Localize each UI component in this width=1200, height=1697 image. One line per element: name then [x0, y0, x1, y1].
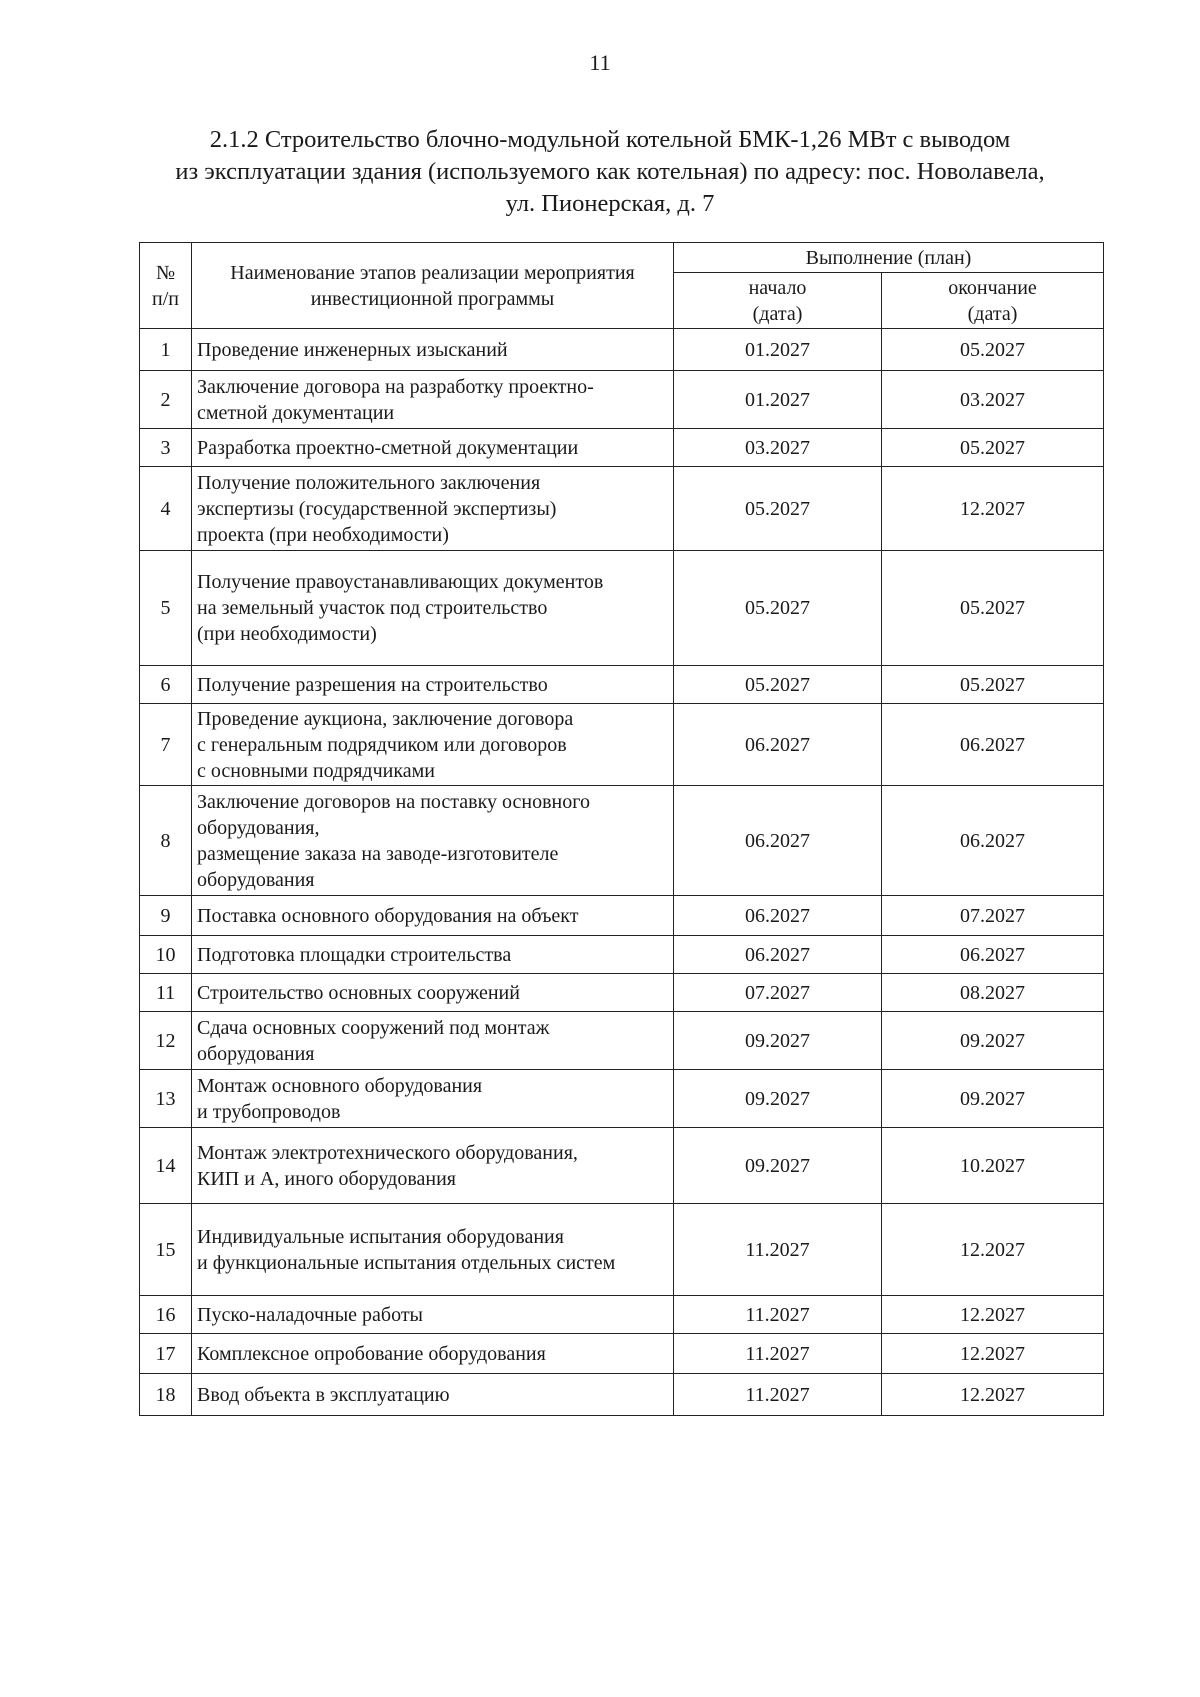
stage-name-line: с основными подрядчиками: [197, 759, 435, 782]
header-name-line: Наименование этапов реализации мероприятия: [230, 261, 635, 284]
stage-name-line: размещение заказа на заводе-изготовителе: [197, 842, 559, 865]
row-number: 3: [140, 429, 192, 467]
stage-name-line: и трубопроводов: [197, 1100, 341, 1123]
header-start-line: (дата): [752, 302, 803, 325]
stage-name-line: Заключение договора на разработку проектно-: [197, 375, 594, 398]
table-row: [140, 551, 1104, 666]
row-stage-name: [192, 704, 674, 786]
stage-name-line: Ввод объекта в эксплуатацию: [197, 1383, 450, 1406]
stage-name-line: Комплексное опробование оборудования: [197, 1342, 546, 1365]
row-stage-name: [192, 371, 674, 429]
table-row: [140, 467, 1104, 551]
stage-name-line: КИП и А, иного оборудования: [197, 1167, 456, 1190]
table-row: [140, 786, 1104, 896]
row-stage-name: [192, 936, 674, 974]
stage-name-line: на земельный участок под строительство: [197, 597, 548, 619]
table-row: [140, 329, 1104, 371]
row-number: 1: [140, 329, 192, 371]
row-end-date: 05.2027: [882, 666, 1104, 704]
row-stage-name: [192, 467, 674, 551]
header-end: [882, 273, 1104, 329]
row-start-date: 06.2027: [674, 896, 882, 936]
row-end-date: 09.2027: [882, 1012, 1104, 1070]
row-stage-name: [192, 974, 674, 1012]
header-name-line: инвестиционной программы: [310, 287, 555, 310]
row-end-date: 06.2027: [882, 936, 1104, 974]
stage-name-line: проекта (при необходимости): [197, 523, 449, 546]
stage-name-line: Получение положительного заключения: [197, 471, 541, 494]
row-number: 6: [140, 666, 192, 704]
row-start-date: 11.2027: [674, 1296, 882, 1334]
row-stage-name: [192, 1374, 674, 1416]
schedule-table: [139, 242, 1104, 1416]
row-stage-name: [192, 1070, 674, 1128]
row-start-date: 06.2027: [674, 936, 882, 974]
row-number: 15: [140, 1204, 192, 1296]
section-title-line: ул. Пионерская, д. 7: [505, 190, 715, 217]
table-body: [140, 329, 1104, 1416]
header-num: [140, 243, 192, 329]
stage-name-line: Разработка проектно-сметной документации: [197, 436, 579, 459]
header-num-line: №: [155, 261, 176, 284]
stage-name-line: Заключение договоров на поставку основного: [197, 790, 590, 813]
row-end-date: 12.2027: [882, 1204, 1104, 1296]
stage-name-line: сметной документации: [197, 401, 395, 424]
row-end-date: 07.2027: [882, 896, 1104, 936]
row-start-date: 11.2027: [674, 1374, 882, 1416]
stage-name-line: Получение разрешения на строительство: [197, 673, 548, 696]
stage-name-line: (при необходимости): [197, 623, 377, 645]
stage-name-line: оборудования: [197, 1042, 315, 1065]
row-number: 18: [140, 1374, 192, 1416]
row-stage-name: [192, 666, 674, 704]
table-row: [140, 1012, 1104, 1070]
stage-name-line: Проведение инженерных изысканий: [197, 338, 508, 361]
row-number: 2: [140, 371, 192, 429]
row-end-date: 05.2027: [882, 551, 1104, 666]
row-start-date: 05.2027: [674, 551, 882, 666]
table-row: [140, 429, 1104, 467]
row-start-date: 05.2027: [674, 467, 882, 551]
stage-name-line: Подготовка площадки строительства: [197, 943, 512, 966]
row-end-date: 08.2027: [882, 974, 1104, 1012]
row-stage-name: [192, 1334, 674, 1374]
stage-name-line: Строительство основных сооружений: [197, 981, 520, 1004]
row-start-date: 03.2027: [674, 429, 882, 467]
table-row: [140, 1334, 1104, 1374]
row-start-date: 01.2027: [674, 329, 882, 371]
row-stage-name: [192, 329, 674, 371]
row-number: 11: [140, 974, 192, 1012]
stage-name-line: экспертизы (государственной экспертизы): [197, 497, 557, 520]
section-title: [120, 124, 1100, 220]
row-stage-name: [192, 786, 674, 896]
table-row: [140, 1374, 1104, 1416]
row-number: 5: [140, 551, 192, 666]
row-number: 4: [140, 467, 192, 551]
row-end-date: 09.2027: [882, 1070, 1104, 1128]
stage-name-line: Индивидуальные испытания оборудования: [197, 1225, 564, 1248]
row-end-date: 03.2027: [882, 371, 1104, 429]
stage-name-line: Поставка основного оборудования на объект: [197, 904, 579, 927]
row-number: 17: [140, 1334, 192, 1374]
row-start-date: 06.2027: [674, 786, 882, 896]
row-number: 14: [140, 1128, 192, 1204]
row-stage-name: [192, 1296, 674, 1334]
row-stage-name: [192, 1128, 674, 1204]
table-row: [140, 704, 1104, 786]
table-header: [140, 243, 1104, 329]
row-end-date: 12.2027: [882, 1296, 1104, 1334]
stage-name-line: Монтаж основного оборудования: [197, 1074, 483, 1097]
stage-name-line: Сдача основных сооружений под монтаж: [197, 1016, 550, 1039]
stage-name-line: и функциональные испытания отдельных систем: [197, 1251, 616, 1274]
row-stage-name: [192, 1204, 674, 1296]
row-start-date: 01.2027: [674, 371, 882, 429]
row-number: 7: [140, 704, 192, 786]
row-stage-name: [192, 896, 674, 936]
row-number: 12: [140, 1012, 192, 1070]
row-end-date: 12.2027: [882, 1374, 1104, 1416]
table-row: [140, 896, 1104, 936]
header-name: [192, 243, 674, 329]
row-number: 13: [140, 1070, 192, 1128]
table-row: [140, 936, 1104, 974]
header-num-line: п/п: [152, 287, 179, 310]
page-number: 11: [589, 50, 611, 75]
row-stage-name: [192, 1012, 674, 1070]
stage-name-line: с генеральным подрядчиком или договоров: [197, 733, 567, 756]
table-row: [140, 1204, 1104, 1296]
row-start-date: 05.2027: [674, 666, 882, 704]
row-end-date: 05.2027: [882, 329, 1104, 371]
row-number: 9: [140, 896, 192, 936]
table-row: [140, 1296, 1104, 1334]
row-end-date: 06.2027: [882, 786, 1104, 896]
row-end-date: 12.2027: [882, 467, 1104, 551]
row-number: 8: [140, 786, 192, 896]
table-row: [140, 1128, 1104, 1204]
row-start-date: 11.2027: [674, 1334, 882, 1374]
row-start-date: 07.2027: [674, 974, 882, 1012]
row-stage-name: [192, 551, 674, 666]
table-row: [140, 1070, 1104, 1128]
row-number: 16: [140, 1296, 192, 1334]
row-end-date: 06.2027: [882, 704, 1104, 786]
row-end-date: 12.2027: [882, 1334, 1104, 1374]
header-end-line: окончание: [948, 276, 1037, 299]
table-row: [140, 974, 1104, 1012]
row-end-date: 10.2027: [882, 1128, 1104, 1204]
table-row: [140, 666, 1104, 704]
section-title-line: из эксплуатации здания (используемого как котельная) по адресу: пос. Новолавела,: [175, 158, 1045, 185]
row-start-date: 06.2027: [674, 704, 882, 786]
stage-name-line: Проведение аукциона, заключение договора: [197, 707, 574, 730]
row-number: 10: [140, 936, 192, 974]
table-row: [140, 371, 1104, 429]
row-end-date: 05.2027: [882, 429, 1104, 467]
row-stage-name: [192, 429, 674, 467]
stage-name-line: Пуско-наладочные работы: [197, 1303, 423, 1326]
stage-name-line: Монтаж электротехнического оборудования,: [197, 1141, 578, 1164]
row-start-date: 09.2027: [674, 1012, 882, 1070]
header-start-line: начало: [748, 276, 807, 299]
stage-name-line: оборудования,: [197, 816, 320, 839]
header-execution: Выполнение (план): [674, 243, 1104, 273]
row-start-date: 09.2027: [674, 1070, 882, 1128]
section-title-line: 2.1.2 Строительство блочно-модульной котельной БМК-1,26 МВт с выводом: [209, 126, 1011, 153]
stage-name-line: Получение правоустанавливающих документов: [197, 571, 604, 593]
header-end-line: (дата): [967, 302, 1018, 325]
stage-name-line: оборудования: [197, 868, 315, 891]
row-start-date: 11.2027: [674, 1204, 882, 1296]
header-start: [674, 273, 882, 329]
row-start-date: 09.2027: [674, 1128, 882, 1204]
